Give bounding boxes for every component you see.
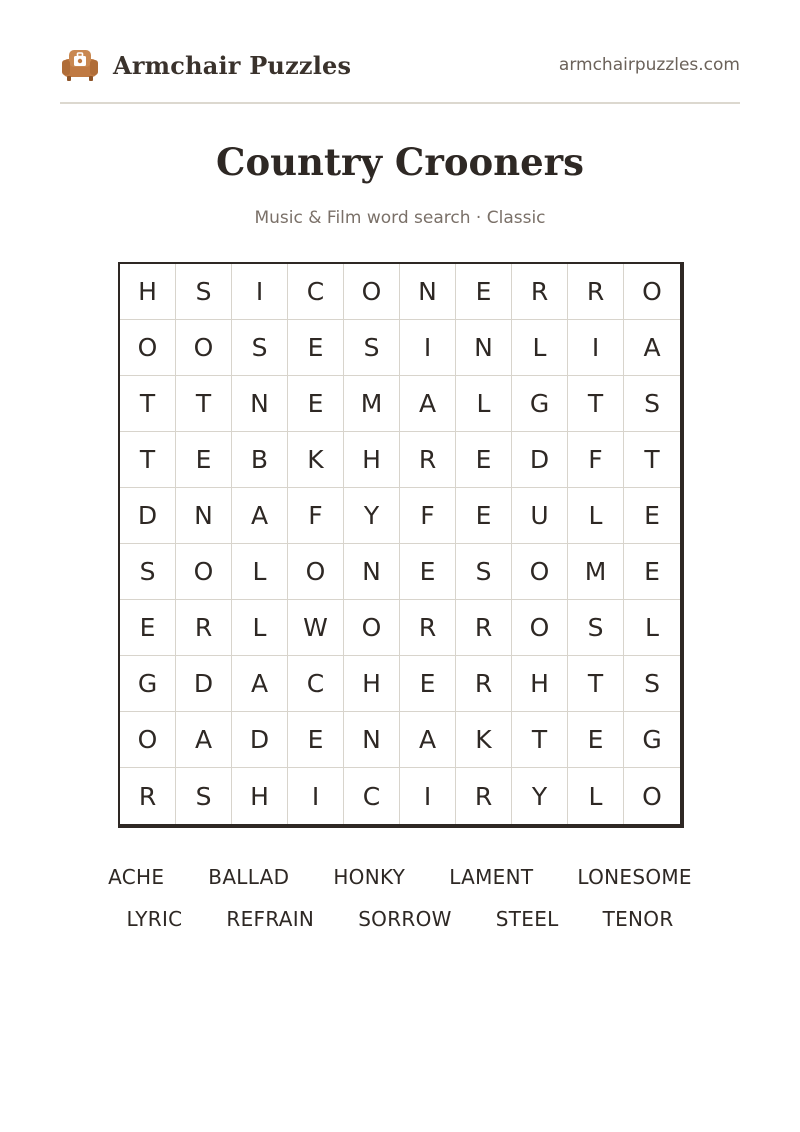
armchair-icon: [60, 45, 100, 85]
grid-cell[interactable]: R: [120, 768, 176, 824]
grid-cell[interactable]: S: [120, 544, 176, 600]
grid-cell[interactable]: O: [176, 320, 232, 376]
page-header: [60, 40, 740, 90]
grid-cell[interactable]: R: [512, 264, 568, 320]
grid-cell[interactable]: O: [642, 781, 662, 811]
grid-cell[interactable]: N: [400, 264, 456, 320]
word-list-item: TENOR: [602, 907, 674, 931]
grid-cell[interactable]: F: [288, 488, 344, 544]
grid-cell[interactable]: I: [400, 768, 456, 824]
grid-cell[interactable]: T: [120, 376, 176, 432]
word-list-item: BALLAD: [208, 865, 290, 889]
grid-cell[interactable]: A: [232, 656, 288, 712]
grid-cell[interactable]: U: [512, 488, 568, 544]
grid-cell[interactable]: H: [344, 432, 400, 488]
grid-cell[interactable]: R: [568, 264, 624, 320]
grid-cell[interactable]: E: [288, 712, 344, 768]
word-list-item: LYRIC: [126, 907, 183, 931]
grid-cell[interactable]: C: [288, 656, 344, 712]
grid-cell[interactable]: K: [288, 432, 344, 488]
grid-cell[interactable]: F: [400, 488, 456, 544]
grid-cell[interactable]: E: [400, 544, 456, 600]
grid-cell[interactable]: O: [512, 544, 568, 600]
letter-grid: [118, 262, 684, 828]
word-list-item: STEEL: [495, 907, 559, 931]
grid-cell[interactable]: T: [120, 432, 176, 488]
grid-cell[interactable]: E: [288, 320, 344, 376]
word-list-item: ACHE: [108, 865, 165, 889]
word-list-item: LONESOME: [577, 865, 692, 889]
puzzle-title: Country Crooners: [216, 140, 584, 184]
word-list-item: LAMENT: [449, 865, 534, 889]
grid-cell[interactable]: I: [400, 320, 456, 376]
grid-cell[interactable]: H: [120, 264, 176, 320]
grid-cell[interactable]: W: [288, 600, 344, 656]
grid-cell[interactable]: R: [456, 656, 512, 712]
grid-cell[interactable]: H: [344, 656, 400, 712]
grid-cell[interactable]: N: [344, 544, 400, 600]
grid-cell[interactable]: I: [568, 320, 624, 376]
grid-cell[interactable]: R: [456, 768, 512, 824]
grid-cell[interactable]: D: [512, 432, 568, 488]
grid-cell[interactable]: D: [232, 712, 288, 768]
grid-cell[interactable]: Y: [344, 488, 400, 544]
grid-cell[interactable]: G: [624, 712, 680, 768]
grid-cell[interactable]: S: [344, 320, 400, 376]
grid-cell[interactable]: G: [120, 656, 176, 712]
brand[interactable]: [60, 40, 351, 90]
grid-cell[interactable]: L: [624, 600, 680, 656]
word-list: [60, 856, 740, 940]
header-divider: [60, 102, 740, 104]
grid-cell[interactable]: S: [176, 768, 232, 824]
grid-cell[interactable]: O: [624, 264, 680, 320]
word-list-item: REFRAIN: [226, 907, 315, 931]
grid-cell[interactable]: M: [344, 376, 400, 432]
grid-cell[interactable]: C: [288, 264, 344, 320]
word-list-item: HONKY: [333, 865, 406, 889]
grid-cell[interactable]: Y: [512, 768, 568, 824]
grid-cell[interactable]: A: [176, 712, 232, 768]
grid-cell[interactable]: L: [456, 376, 512, 432]
grid-cell[interactable]: T: [568, 656, 624, 712]
word-list-row: [60, 898, 740, 940]
grid-cell[interactable]: E: [400, 656, 456, 712]
grid-cell[interactable]: E: [456, 264, 512, 320]
grid-cell[interactable]: L: [232, 544, 288, 600]
grid-cell[interactable]: O: [512, 600, 568, 656]
grid-cell[interactable]: E: [624, 488, 680, 544]
grid-cell[interactable]: I: [232, 264, 288, 320]
grid-cell[interactable]: R: [176, 600, 232, 656]
grid-cell[interactable]: L: [568, 488, 624, 544]
grid-cell[interactable]: H: [232, 768, 288, 824]
brand-name: Armchair Puzzles: [113, 50, 352, 80]
grid-cell[interactable]: B: [232, 432, 288, 488]
grid-cell[interactable]: R: [400, 600, 456, 656]
word-list-row: [60, 856, 740, 898]
grid-cell[interactable]: N: [176, 488, 232, 544]
word-list-item: SORROW: [358, 907, 452, 931]
grid-cell[interactable]: R: [456, 600, 512, 656]
grid-cell[interactable]: S: [624, 656, 680, 712]
grid-cell[interactable]: S: [176, 264, 232, 320]
grid-cell[interactable]: E: [624, 544, 680, 600]
grid-cell[interactable]: M: [568, 544, 624, 600]
grid-cell[interactable]: E: [456, 432, 512, 488]
grid-cell[interactable]: S: [456, 544, 512, 600]
grid-cell[interactable]: I: [288, 768, 344, 824]
grid-cell[interactable]: E: [120, 600, 176, 656]
grid-cell[interactable]: T: [624, 432, 680, 488]
grid-cell[interactable]: O: [120, 712, 176, 768]
grid-cell[interactable]: E: [456, 488, 512, 544]
grid-cell[interactable]: F: [568, 432, 624, 488]
grid-cell[interactable]: C: [344, 768, 400, 824]
grid-cell[interactable]: N: [344, 712, 400, 768]
grid-cell[interactable]: E: [288, 376, 344, 432]
grid-cell[interactable]: L: [512, 320, 568, 376]
grid-cell[interactable]: D: [120, 488, 176, 544]
grid-cell[interactable]: T: [176, 376, 232, 432]
grid-cell[interactable]: O: [288, 544, 344, 600]
grid-cell[interactable]: S: [568, 600, 624, 656]
grid-cell[interactable]: A: [400, 376, 456, 432]
grid-cell[interactable]: G: [512, 376, 568, 432]
grid-cell[interactable]: S: [624, 376, 680, 432]
grid-cell[interactable]: L: [232, 600, 288, 656]
grid-cell[interactable]: N: [232, 376, 288, 432]
grid-cell[interactable]: A: [400, 712, 456, 768]
puzzle-subtitle: Music & Film word search · Classic: [254, 208, 546, 228]
grid-cell[interactable]: E: [568, 712, 624, 768]
grid-cell[interactable]: D: [176, 656, 232, 712]
site-url[interactable]: armchairpuzzles.com: [558, 55, 740, 75]
grid-cell[interactable]: H: [512, 656, 568, 712]
grid-cell[interactable]: T: [568, 376, 624, 432]
grid-cell[interactable]: K: [456, 712, 512, 768]
grid-cell[interactable]: S: [232, 320, 288, 376]
grid-cell[interactable]: E: [176, 432, 232, 488]
grid-cell[interactable]: T: [512, 712, 568, 768]
grid-cell[interactable]: O: [120, 320, 176, 376]
grid-cell[interactable]: O: [344, 264, 400, 320]
grid-cell[interactable]: N: [456, 320, 512, 376]
grid-cell[interactable]: O: [176, 544, 232, 600]
grid-cell[interactable]: L: [568, 768, 624, 824]
grid-cell[interactable]: A: [624, 320, 680, 376]
grid-cell[interactable]: A: [232, 488, 288, 544]
grid-cell[interactable]: O: [344, 600, 400, 656]
grid-cell[interactable]: R: [400, 432, 456, 488]
